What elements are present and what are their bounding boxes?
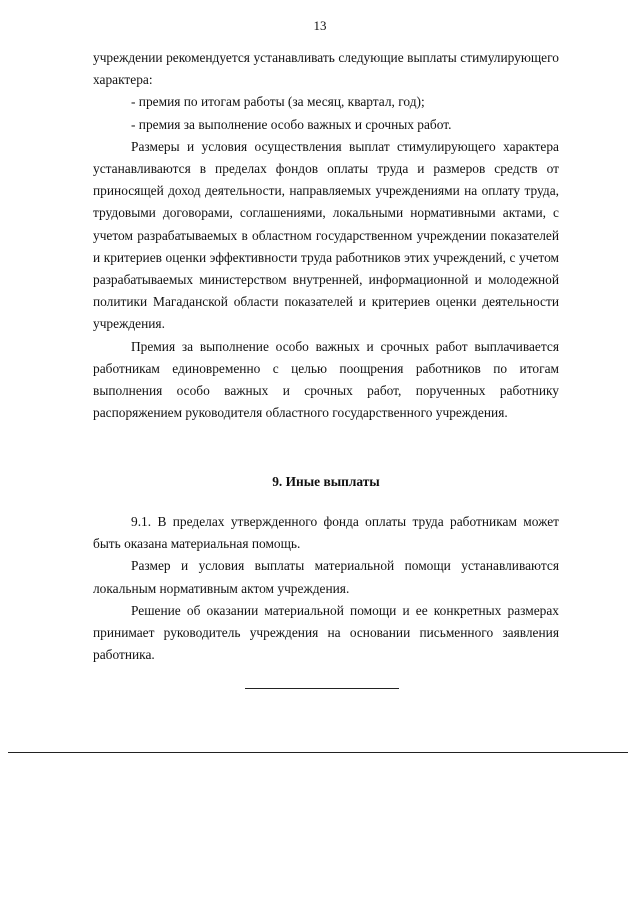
- list-item-bonus-period: - премия по итогам работы (за месяц, квартал, год);: [131, 94, 425, 110]
- end-divider-short: [245, 688, 399, 689]
- intro-block: [93, 47, 559, 424]
- section-heading: 9. Иные выплаты: [272, 474, 380, 489]
- list-item-bonus-urgent: - премия за выполнение особо важных и срочных работ.: [131, 116, 452, 132]
- intro-lead-paragraph: учреждении рекомендуется устанавливать следующие выплаты стимулирующего характера:: [93, 50, 559, 88]
- paragraph-bonus-urgent-payment: Премия за выполнение особо важных и срочных работ выплачивается работникам единовременно с целью поощрения работников по итогам выполнения особо важных и срочных работ, порученных работнику распоряжением руководителя областного государственного учреждения.: [93, 338, 559, 421]
- paragraph-bonus-sizes: Размеры и условия осуществления выплат стимулирующего характера устанавливаются в пределах фондов оплаты труда и размеров средств от приносящей доход деятельности, направляемых учреждениями на оплату труда, трудовыми договорами, соглашениями, локальными нормативными актами, с учетом разрабатываемых в областном государственном учреждении показателей и критериев оценки эффективности труда работников этих учреждений, с учетом разрабатываемых министерством внутренней, информационной и молодежной политики Магаданской области показателей и критериев оценки деятельности учреждения.: [93, 138, 559, 332]
- section-body-block: [93, 511, 559, 666]
- page-divider-long: [8, 752, 628, 753]
- paragraph-aid-decision: Решение об оказании материальной помощи и ее конкретных размерах принимает руководитель учреждения на основании письменного заявления работника.: [93, 602, 559, 663]
- page-number: 13: [313, 18, 327, 33]
- paragraph-aid-conditions: Размер и условия выплаты материальной помощи устанавливаются локальным нормативным актом учреждения.: [93, 558, 559, 596]
- paragraph-9-1: 9.1. В пределах утвержденного фонда оплаты труда работникам может быть оказана материальная помощь.: [93, 514, 559, 552]
- section-heading-block: [93, 471, 559, 493]
